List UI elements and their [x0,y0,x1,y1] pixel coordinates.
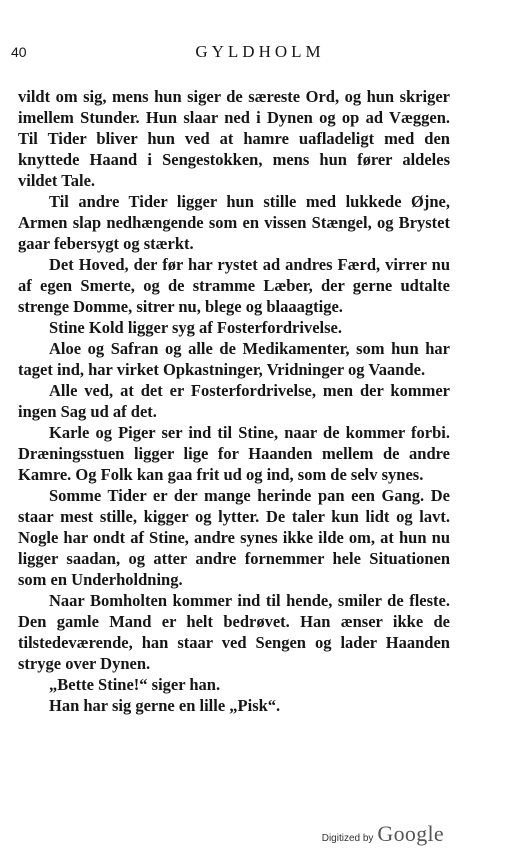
paragraph: Naar Bomholten kommer ind til hende, smiler de fleste. Den gamle Mand er helt bedrøvet. Han ænser ikke de tilstedeværende, han staar ved Sengen og lader Haanden stryge over Dynen. [18,591,450,673]
paragraph: Karle og Piger ser ind til Stine, naar de kommer forbi. Dræningsstuen ligger lige for Haanden mellem de andre Kamre. Og Folk kan gaa frit ud og ind, som de selv synes. [18,423,450,484]
google-logo: Google [377,821,444,846]
paragraph: Somme Tider er der mange herinde pan een Gang. De staar mest stille, kigger og lytter. De taler kun lidt og lavt. Nogle har ondt af Stine, andre synes ikke ilde om, at hun nu ligger saadan, og atter andre fornemmer hele Situationen som en Underholdning. [18,486,450,589]
paragraph: „Bette Stine!“ siger han. [49,675,221,694]
paragraph: Aloe og Safran og alle de Medikamenter, som hun har taget ind, har virket Opkastninger, Vridninger og Vaande. [18,339,450,379]
digitization-watermark [322,821,444,847]
digitized-by-label: Digitized by [321,833,374,844]
page-header [0,42,520,64]
paragraph: Til andre Tider ligger hun stille med lukkede Øjne, Armen slap nedhængende som en vissen Stængel, og Brystet gaar febersygt og stærkt. [18,192,450,253]
paragraph: Det Hoved, der før har rystet ad andres Færd, virrer nu af egen Smerte, og de stramme Læber, der gerne udtalte strenge Domme, sitrer nu, blege og blaaagtige. [18,255,450,316]
paragraph: Alle ved, at det er Fosterfordrivelse, men der kommer ingen Sag ud af det. [18,381,450,421]
body-text [18,86,450,716]
paragraph: vildt om sig, mens hun siger de særeste Ord, og hun skriger imellem Stunder. Hun slaar ned i Dynen og op ad Væggen. Til Tider bliver hun ved at hamre uafladeligt med den knyttede Haand i Sengestokken, mens hun fører aldeles vildet Tale. [18,87,450,190]
paragraph: Han har sig gerne en lille „Pisk“. [49,696,281,715]
page-number: 40 [11,44,27,60]
running-title: GYLDHOLM [195,42,325,61]
paragraph: Stine Kold ligger syg af Fosterfordrivelse. [49,318,342,337]
